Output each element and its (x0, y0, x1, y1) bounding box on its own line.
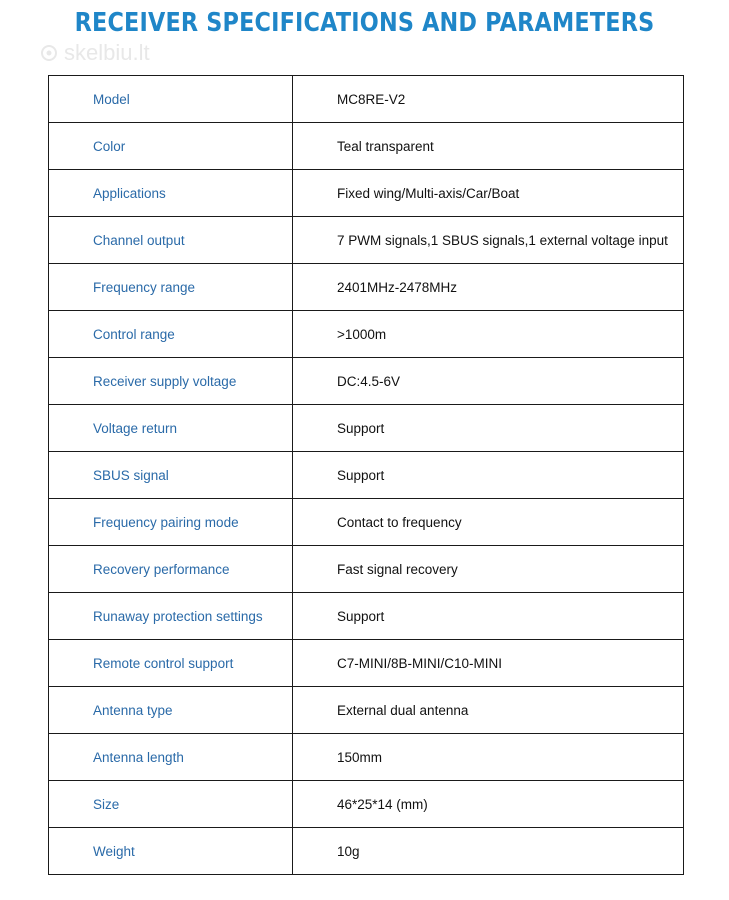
table-row (49, 123, 684, 170)
spec-label: Frequency pairing mode (49, 499, 293, 546)
spec-value: MC8RE-V2 (293, 76, 684, 123)
spec-value: Support (293, 593, 684, 640)
spec-label: Runaway protection settings (49, 593, 293, 640)
spec-label: Weight (49, 828, 293, 875)
table-row (49, 405, 684, 452)
table-row (49, 781, 684, 828)
table-row (49, 499, 684, 546)
spec-value: Support (293, 452, 684, 499)
spec-label: Applications (49, 170, 293, 217)
spec-value: C7-MINI/8B-MINI/C10-MINI (293, 640, 684, 687)
table-row (49, 170, 684, 217)
spec-value: 7 PWM signals,1 SBUS signals,1 external voltage input (293, 217, 684, 264)
spec-value: 150mm (293, 734, 684, 781)
spec-value: DC:4.5-6V (293, 358, 684, 405)
spec-label: Voltage return (49, 405, 293, 452)
spec-value: 2401MHz-2478MHz (293, 264, 684, 311)
table-row (49, 217, 684, 264)
spec-label: Control range (49, 311, 293, 358)
spec-value: >1000m (293, 311, 684, 358)
spec-label: Channel output (49, 217, 293, 264)
table-row (49, 640, 684, 687)
spec-label: Frequency range (49, 264, 293, 311)
spec-value: Fixed wing/Multi-axis/Car/Boat (293, 170, 684, 217)
spec-label: SBUS signal (49, 452, 293, 499)
table-row (49, 828, 684, 875)
spec-value: Contact to frequency (293, 499, 684, 546)
spec-label: Receiver supply voltage (49, 358, 293, 405)
watermark-text: skelbiu.lt (64, 40, 150, 65)
spec-label: Model (49, 76, 293, 123)
spec-label: Antenna length (49, 734, 293, 781)
table-row (49, 546, 684, 593)
spec-value: External dual antenna (293, 687, 684, 734)
spec-label: Remote control support (49, 640, 293, 687)
spec-value: 46*25*14 (mm) (293, 781, 684, 828)
table-row (49, 76, 684, 123)
table-row (49, 264, 684, 311)
spec-label: Antenna type (49, 687, 293, 734)
table-row (49, 452, 684, 499)
watermark-logo-icon (40, 44, 58, 62)
spec-value: Support (293, 405, 684, 452)
spec-value: 10g (293, 828, 684, 875)
spec-table (48, 75, 684, 875)
spec-value: Fast signal recovery (293, 546, 684, 593)
spec-value: Teal transparent (293, 123, 684, 170)
spec-table-body (49, 76, 684, 875)
watermark (40, 40, 150, 66)
table-row (49, 687, 684, 734)
spec-label: Size (49, 781, 293, 828)
table-row (49, 358, 684, 405)
table-row (49, 734, 684, 781)
spec-label: Color (49, 123, 293, 170)
table-row (49, 311, 684, 358)
page-title: RECEIVER SPECIFICATIONS AND PARAMETERS (74, 8, 655, 38)
table-row (49, 593, 684, 640)
spec-label: Recovery performance (49, 546, 293, 593)
